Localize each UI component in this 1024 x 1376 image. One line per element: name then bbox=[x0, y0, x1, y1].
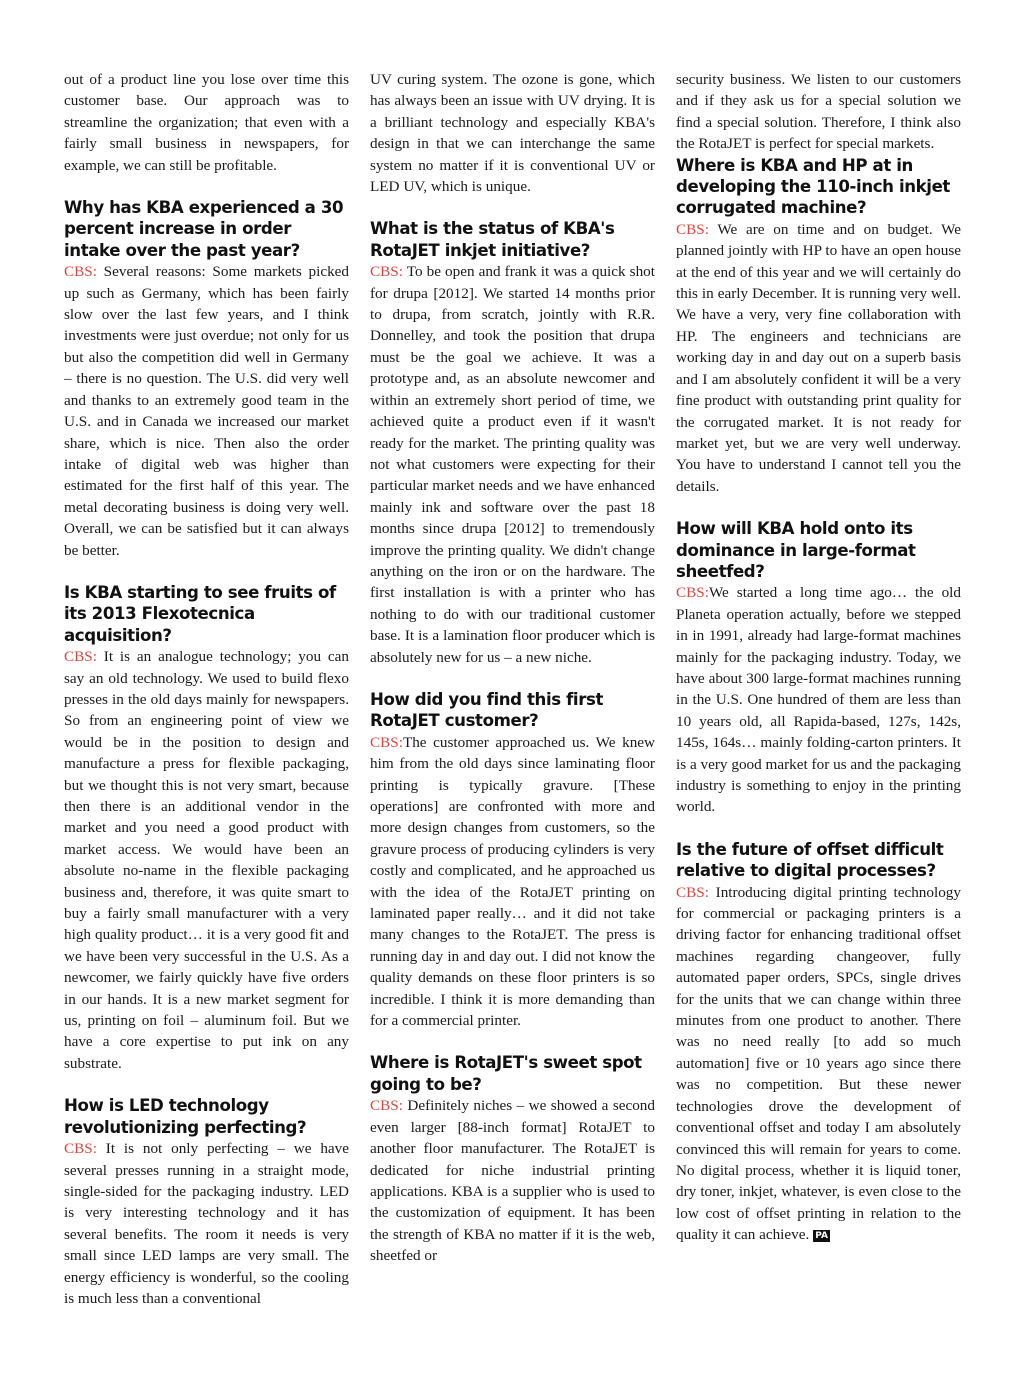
speaker-label: CBS: bbox=[370, 263, 403, 281]
speaker-label: CBS: bbox=[370, 733, 403, 751]
question-flexotecnica: Is KBA starting to see fruits of its 2013 Flexotecnica acquisition? bbox=[64, 582, 336, 645]
column-2-intro: UV curing system. The ozone is gone, which has always been an issue with UV drying. It is a brilliant technology and especially KBA's design in that we can interchange the same system no matter if it is conventional UV or LED UV, which is unique. bbox=[370, 71, 655, 196]
end-mark-icon: PA bbox=[815, 1231, 829, 1242]
speaker-label: CBS: bbox=[676, 584, 709, 602]
speaker-label: CBS: bbox=[64, 263, 97, 281]
answer-rotajet-status bbox=[370, 261, 655, 668]
column-1-intro: out of a product line you lose over time this customer base. Our approach was to streamline the organization; that even with a fairly small business in newspapers, for example, we can still be profitable. bbox=[64, 71, 349, 174]
answer-kba-order-intake bbox=[64, 261, 349, 561]
column-3 bbox=[676, 69, 961, 1376]
answer-text: Definitely niches – we showed a second even larger [88-inch format] RotaJET to another floor manufacturer. The RotaJET is dedicated for niche industrial printing applications. KBA is a supplier who is used to the customization of equipment. It has been the strength of KBA no matter if it is the web, sheetfed or bbox=[370, 1097, 655, 1265]
speaker-label: CBS: bbox=[64, 1140, 97, 1158]
question-kba-hp-inkjet: Where is KBA and HP at in developing the 110-inch inkjet corrugated machine? bbox=[676, 155, 950, 218]
answer-text: We started a long time ago… the old Planeta operation actually, before we stepped in in 1991, already had large-format machines mainly for the packaging industry. Today, we have about 300 large-format machines running in the U.S. One hundred of them are less than 10 years old, all Rapida-based, 127s, 142s, 145s, 164s… mainly folding-carton printers. It is a very good market for us and the packaging industry is something to enjoy in the printing world. bbox=[676, 584, 961, 816]
answer-offset-future bbox=[676, 882, 961, 1246]
column-2 bbox=[370, 69, 655, 1376]
answer-large-format bbox=[676, 582, 961, 817]
answer-text: Several reasons: Some markets picked up such as Germany, which has been fairly slow over the last few years, and I think investments were just overdue; not only for us but also the competition did well in Germany – there is no question. The U.S. did very well and thanks to an extremely good team in the U.S. and in Canada we increased our market share, which is nice. Then also the order intake of digital web was higher than estimated for the first half of this year. The metal decorating business is doing very well. Overall, we can be satisfied but it can always be better. bbox=[64, 263, 349, 559]
question-led-perfecting: How is LED technology revolutionizing perfecting? bbox=[64, 1096, 307, 1137]
answer-kba-hp-inkjet bbox=[676, 219, 961, 497]
answer-text: Introducing digital printing technology for commercial or packaging printers is a driving factor for enhancing traditional offset machines regarding changeover, fully automated paper orders, SPCs, single drives for the units that we can change within three minutes from one product to another. There was no need really [to add so much automation] five or 10 years ago since there was no competition. But these newer technologies drove the development of conventional offset and today I am absolutely convinced this will remain for years to come. No digital process, whether it is liquid toner, dry toner, inkjet, whatever, is even close to the low cost of offset printing in relation to the quality it can achieve. bbox=[676, 883, 961, 1244]
answer-led-perfecting bbox=[64, 1138, 349, 1309]
question-offset-future: Is the future of offset difficult relative to digital processes? bbox=[676, 839, 944, 881]
question-kba-order-intake: Why has KBA experienced a 30 percent increase in order intake over the past year? bbox=[64, 198, 344, 260]
answer-text: It is not only perfecting – we have several presses running in a straight mode, single-sided for the packaging industry. LED is very interesting technology and it has several benefits. The room it needs is very small since LED lamps are very small. The energy efficiency is wonderful, so the cooling is much less than a conventional bbox=[64, 1140, 349, 1307]
answer-flexotecnica bbox=[64, 646, 349, 1074]
answer-rotajet-sweet-spot bbox=[370, 1095, 655, 1266]
speaker-label: CBS: bbox=[370, 1097, 403, 1115]
answer-text: We are on time and on budget. We planned jointly with HP to have an open house at the end of this year and we will certainly do this in early December. It is running very well. We have a very, very fine collaboration with HP. The engineers and technicians are working day in and day out on a superb basis and I am absolutely confident it will be a very fine product with outstanding print quality for the corrugated market. It is not ready for market yet, but we are very well underway. You have to understand I cannot tell you the details. bbox=[676, 220, 961, 495]
question-large-format: How will KBA hold onto its dominance in large-format sheetfed? bbox=[676, 519, 916, 581]
question-rotajet-sweet-spot: Where is RotaJET's sweet spot going to be? bbox=[370, 1053, 642, 1094]
speaker-label: CBS: bbox=[676, 883, 709, 901]
answer-text: It is an analogue technology; you can say an old technology. We used to build flexo presses in the old days mainly for newspapers. So from an engineering point of view we would be in the position to design and manufacture a press for flexible packaging, but we thought this is not very smart, because then there is an additional vendor in the market and you need a good product with market access. We would have been an absolute no-name in the flexible packaging business and, therefore, it was quite smart to buy a fairly small manufacturer with a very high quality product… it is a very good fit and we have been very successful in the U.S. As a newcomer, we fairly quickly have five orders in our hands. It is a new market segment for us, printing on foil – aluminum foil. But we have a core expertise to put ink on any substrate. bbox=[64, 648, 349, 1072]
question-rotajet-status: What is the status of KBA's RotaJET inkjet initiative? bbox=[370, 219, 615, 260]
speaker-label: CBS: bbox=[676, 220, 709, 238]
answer-rotajet-customer bbox=[370, 732, 655, 1032]
answer-text: The customer approached us. We knew him from the old days since laminating floor printing is typically gravure. [These operations] are confronted with more and more design changes from customers, so the gravure process of producing cylinders is very costly and complicated, and he approached us with the idea of the RotaJET printing on laminated paper really… and it did not take many changes to the RotaJET. The press is running day in and day out. I did not know the quality demands on these floor printers is so incredible. I think it is more demanding than for a commercial printer. bbox=[370, 733, 655, 1030]
question-rotajet-customer: How did you find this first RotaJET customer? bbox=[370, 689, 603, 731]
speaker-label: CBS: bbox=[64, 648, 97, 666]
column-3-intro: security business. We listen to our customers and if they ask us for a special solution we find a special solution. Therefore, I think also the RotaJET is perfect for special markets. bbox=[676, 71, 961, 153]
column-1 bbox=[64, 69, 349, 1376]
answer-text: To be open and frank it was a quick shot for drupa [2012]. We started 14 months prior to drupa, from scratch, jointly with R.R. Donnelley, and took the position that drupa must be the goal we achieve. It was a prototype and, as an absolute newcomer and within an extremely short period of time, we achieved quite a product even if it wasn't ready for the market. The printing quality was not what customers were expecting for their particular market needs and we have enhanced mainly ink and software over the past 18 months since drupa [2012] to tremendously improve the printing quality. We didn't change anything on the iron or on the hardware. The first installation is with a printer who has nothing to do with our traditional customer base. It is a lamination floor producer which is absolutely new for us – a new niche. bbox=[370, 263, 655, 666]
